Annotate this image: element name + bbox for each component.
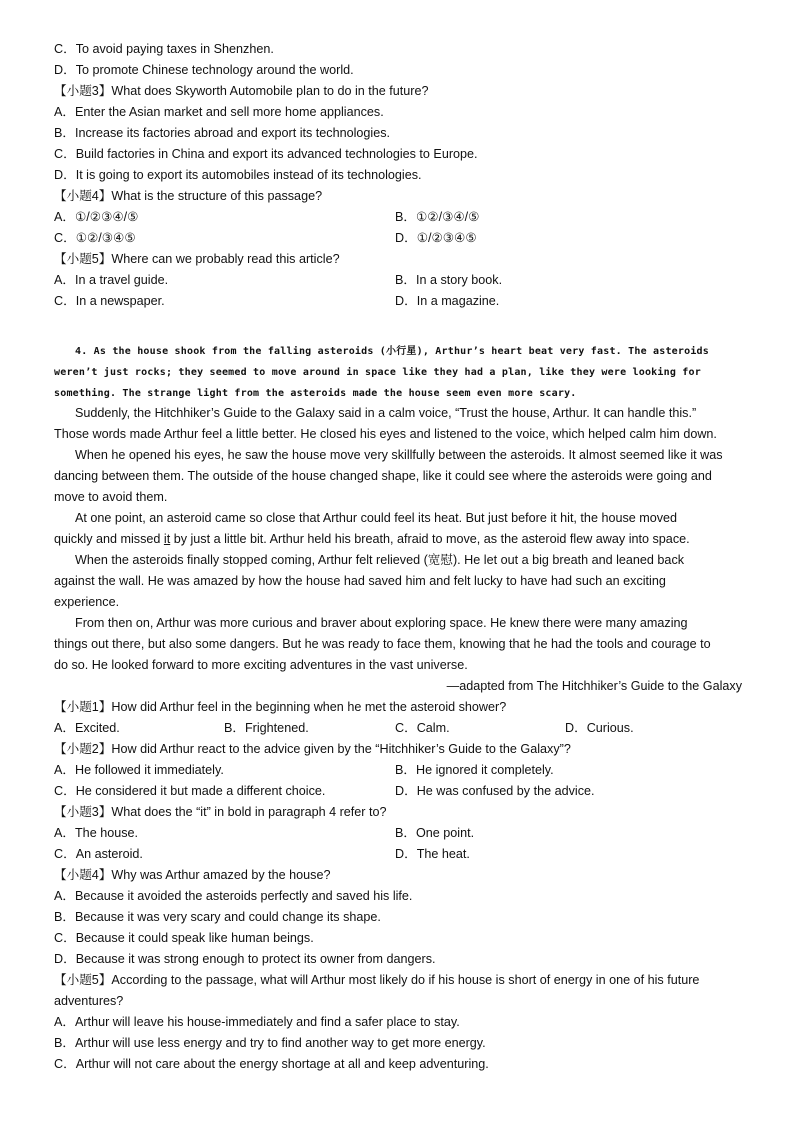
passage-p1-line2: weren’t just rocks; they seemed to move around in space like they had a plan, like they were looking for bbox=[54, 367, 701, 378]
passage-p4-line1: At one point, an asteroid came so close that Arthur could feel its heat. But just before it hit, the house moved bbox=[75, 511, 678, 525]
passage-p5-line1: When the asteroids finally stopped coming, Arthur felt relieved (宽慰). He let out a big breath and leaned back bbox=[75, 553, 685, 567]
question-3: 【小题3】What does the “it” in bold in paragraph 4 refer to? bbox=[54, 805, 387, 819]
option-c-prev: C．To avoid paying taxes in Shenzhen. bbox=[54, 42, 274, 56]
passage-p4-text-b: by just a little bit. Arthur held his breath, afraid to move, as the asteroid flew away into space. bbox=[170, 532, 690, 546]
question-4-prev: 【小题4】What is the structure of this passage? bbox=[54, 189, 323, 203]
question-3-prev: 【小题3】What does Skyworth Automobile plan to do in the future? bbox=[54, 84, 429, 98]
option-a: A．Enter the Asian market and sell more home appliances. bbox=[54, 105, 384, 119]
option-a: A．He followed it immediately. bbox=[54, 763, 224, 777]
option-a: A．Excited. bbox=[54, 721, 120, 735]
option-d: D．It is going to export its automobiles instead of its technologies. bbox=[54, 168, 422, 182]
passage-p3-line3: move to avoid them. bbox=[54, 490, 168, 504]
option-b: B．In a story book. bbox=[395, 273, 503, 287]
passage-p3-line1: When he opened his eyes, he saw the house move very skillfully between the asteroids. It almost seemed like it was bbox=[75, 448, 723, 462]
option-a: A．The house. bbox=[54, 826, 139, 840]
option-b: B．Increase its factories abroad and export its technologies. bbox=[54, 126, 391, 140]
passage-p2-line2: Those words made Arthur feel a little better. He closed his eyes and listened to the voice, which helped calm him down. bbox=[54, 427, 717, 441]
passage-p2-line1: Suddenly, the Hitchhiker’s Guide to the Galaxy said in a calm voice, “Trust the house, Arthur. It can handle this.” bbox=[75, 406, 697, 420]
question-5-line1: 【小题5】According to the passage, what will Arthur most likely do if his house is short of energy in one of his future bbox=[54, 973, 700, 987]
option-c: C．Because it could speak like human beings. bbox=[54, 931, 314, 945]
option-b: B．Because it was very scary and could change its shape. bbox=[54, 910, 381, 924]
question-5-prev: 【小题5】Where can we probably read this article? bbox=[54, 252, 340, 266]
option-b: B．①②/③④/⑤ bbox=[395, 210, 480, 224]
question-2: 【小题2】How did Arthur react to the advice given by the “Hitchhiker’s Guide to the Galaxy”? bbox=[54, 742, 571, 756]
option-c: C．Build factories in China and export its advanced technologies to Europe. bbox=[54, 147, 478, 161]
option-d: D．In a magazine. bbox=[395, 294, 500, 308]
option-c: C．Arthur will not care about the energy shortage at all and keep adventuring. bbox=[54, 1057, 489, 1071]
option-a: A．①/②③④/⑤ bbox=[54, 210, 139, 224]
option-c: C．In a newspaper. bbox=[54, 294, 165, 308]
passage-p4-line2 bbox=[54, 531, 690, 547]
question-5-line2: adventures? bbox=[54, 994, 124, 1008]
option-d: D．He was confused by the advice. bbox=[395, 784, 595, 798]
option-d-prev: D．To promote Chinese technology around the world. bbox=[54, 63, 354, 77]
option-b: B．He ignored it completely. bbox=[395, 763, 554, 777]
passage-p3-line2: dancing between them. The outside of the house changed shape, like it could see where the asteroids were going and bbox=[54, 469, 712, 483]
passage-p6-line2: things out there, but also some dangers. But he was ready to face them, knowing that he had the tools and courage to bbox=[54, 637, 711, 651]
option-a: A．Because it avoided the asteroids perfectly and saved his life. bbox=[54, 889, 413, 903]
option-d: D．Because it was strong enough to protect its owner from dangers. bbox=[54, 952, 436, 966]
passage-p6-line1: From then on, Arthur was more curious and braver about exploring space. He knew there were many amazing bbox=[75, 616, 688, 630]
option-b: B．One point. bbox=[395, 826, 475, 840]
question-4: 【小题4】Why was Arthur amazed by the house? bbox=[54, 868, 331, 882]
passage-source: —adapted from The Hitchhiker’s Guide to the Galaxy bbox=[446, 679, 742, 693]
option-d: D．①/②③④⑤ bbox=[395, 231, 477, 245]
passage-p4-text-a: quickly and missed bbox=[54, 532, 164, 546]
passage-p1-line3: something. The strange light from the asteroids made the house seem even more scary. bbox=[54, 388, 577, 399]
passage-p5-line3: experience. bbox=[54, 595, 120, 609]
option-c: C．Calm. bbox=[395, 721, 450, 735]
passage-p1-line1: 4. As the house shook from the falling asteroids (小行星), Arthur’s heart beat very fast. The asteroids bbox=[75, 346, 709, 357]
option-b: B．Frightened. bbox=[224, 721, 309, 735]
question-1: 【小题1】How did Arthur feel in the beginning when he met the asteroid shower? bbox=[54, 700, 507, 714]
option-a: A．Arthur will leave his house-immediately and find a safer place to stay. bbox=[54, 1015, 460, 1029]
option-c: C．①②/③④⑤ bbox=[54, 231, 136, 245]
option-c: C．An asteroid. bbox=[54, 847, 143, 861]
option-c: C．He considered it but made a different choice. bbox=[54, 784, 326, 798]
option-d: D．Curious. bbox=[565, 721, 634, 735]
passage-it-word: it bbox=[163, 532, 171, 546]
passage-p6-line3: do so. He looked forward to more exciting adventures in the vast universe. bbox=[54, 658, 468, 672]
passage-p5-line2: against the wall. He was amazed by how the house had saved him and felt lucky to have had such an exciting bbox=[54, 574, 666, 588]
option-d: D．The heat. bbox=[395, 847, 470, 861]
option-a: A．In a travel guide. bbox=[54, 273, 169, 287]
option-b: B．Arthur will use less energy and try to find another way to get more energy. bbox=[54, 1036, 486, 1050]
